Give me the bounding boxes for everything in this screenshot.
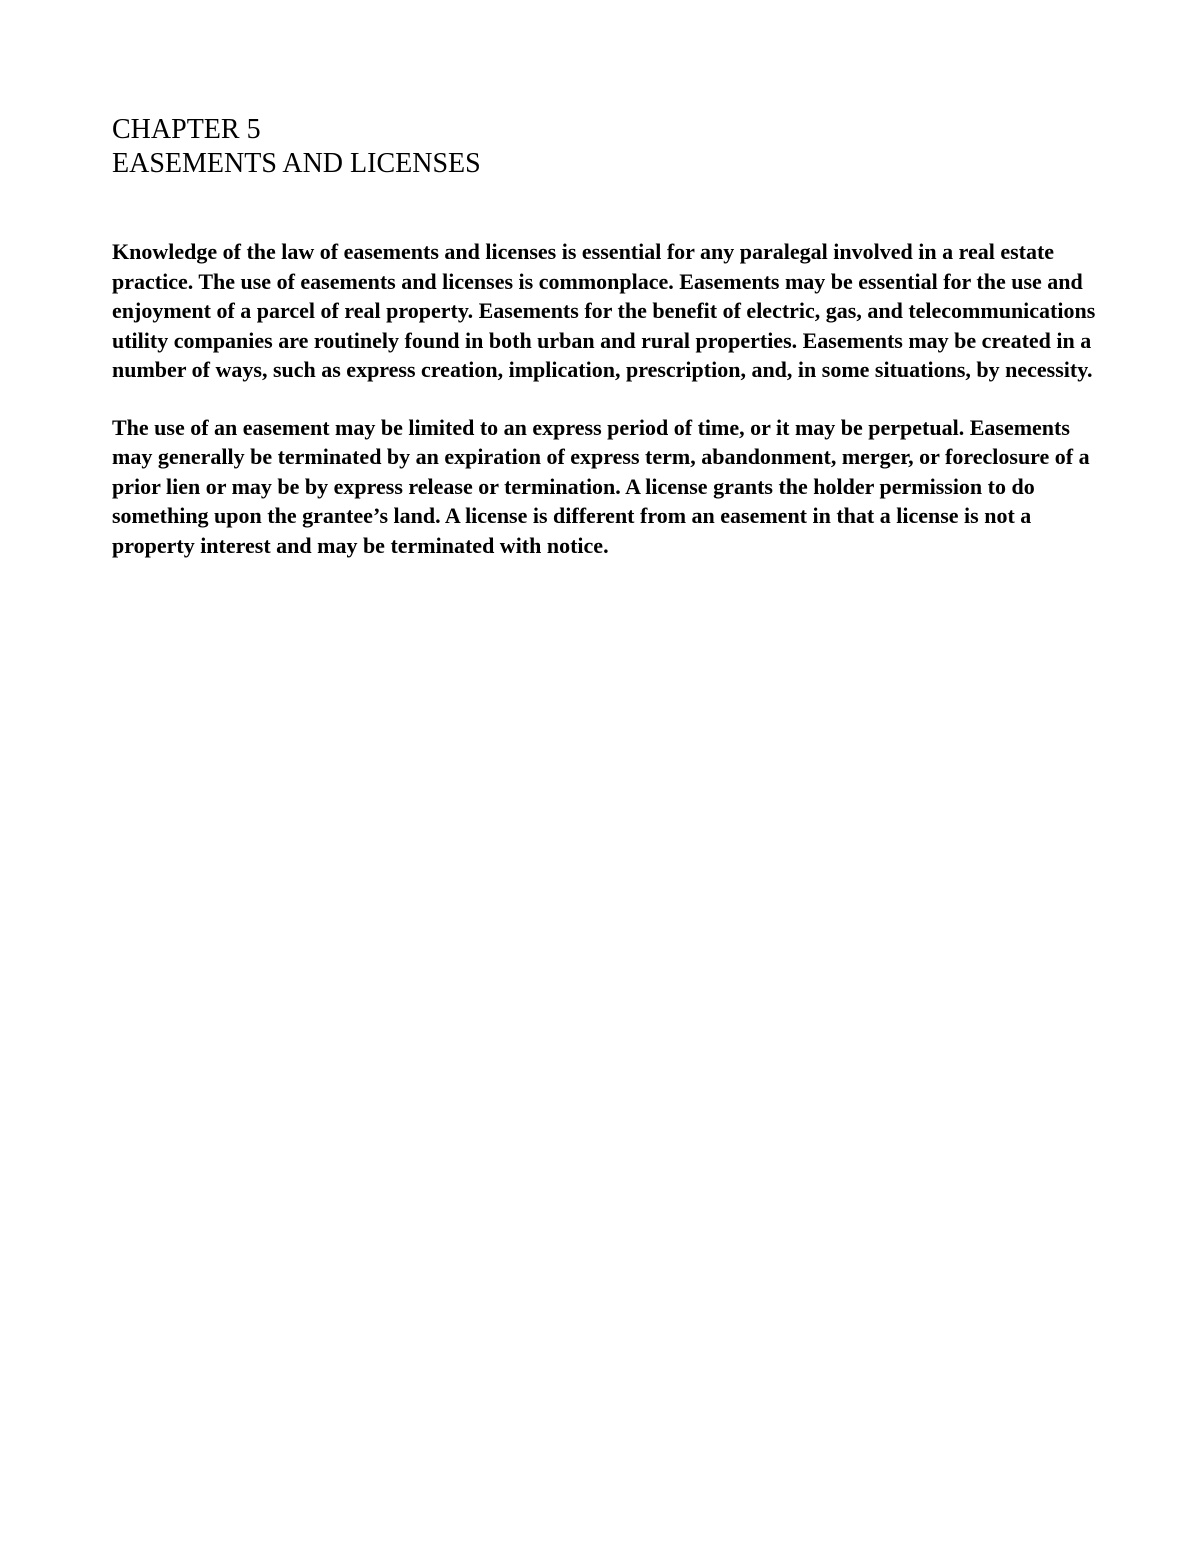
chapter-heading xyxy=(112,113,1097,181)
chapter-title: EASEMENTS AND LICENSES xyxy=(112,148,481,179)
intro-paragraph: Knowledge of the law of easements and licenses is essential for any paralegal involved in a real estate practice. The use of easements and licenses is commonplace. Easements may be essential for the use and enjoyment of a parcel of real property. Easements for the benefit of electric, gas, and telecommunications utility companies are routinely found in both urban and rural properties. Easements may be created in a number of ways, such as express creation, implication, prescription, and, in some situations, by necessity. xyxy=(112,239,1096,382)
page-content xyxy=(112,113,1097,560)
chapter-label: CHAPTER 5 xyxy=(112,114,261,145)
termination-paragraph: The use of an easement may be limited to an express period of time, or it may be perpetual. Easements may generally be terminated by an expiration of express term, abandonment, merger, or foreclosure of a prior lien or may be by express release or termination. A license grants the holder permission to do something upon the grantee’s land. A license is different from an easement in that a license is not a property interest and may be terminated with notice. xyxy=(112,414,1090,558)
